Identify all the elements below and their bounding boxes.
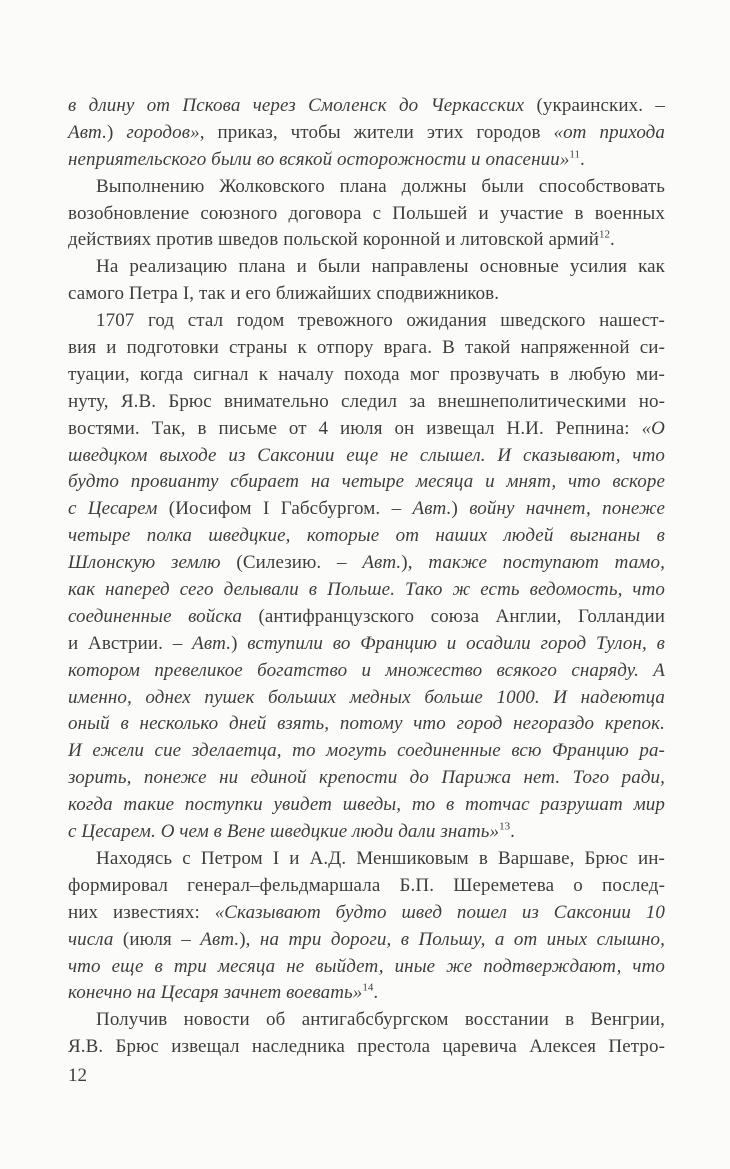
text-line <box>68 308 665 335</box>
text-segment: будто провианту сбирает на четыре месяца и мнят, что вскоре <box>68 471 665 493</box>
text-line <box>68 443 665 470</box>
text-line <box>68 335 665 362</box>
text-line <box>68 873 665 900</box>
text-line <box>68 792 665 819</box>
text-line <box>68 900 665 927</box>
text-segment: Авт. <box>362 552 402 574</box>
text-segment: зорить, понеже ни единой крепости до Парижа нет. Того ради, <box>68 767 665 789</box>
text-segment: Я.В. Брюс извещал наследника престола царевича Алексея Петро- <box>68 1036 665 1058</box>
text-segment: Выполнению Жолковского плана должны были способствовать <box>96 175 665 197</box>
text-segment: востями. Так, в письме от 4 июля он извещал Н.И. Репнина: <box>68 417 642 439</box>
text-segment: «Сказывают будто швед пошел из Саксонии 10 <box>214 901 665 923</box>
text-segment: неприятельского были во всякой осторожности и опасении» <box>68 148 570 170</box>
text-segment: соединенные войска <box>68 605 259 627</box>
text-line <box>68 254 665 281</box>
text-line <box>68 1034 665 1061</box>
text-segment: городов» <box>126 121 200 143</box>
text-segment: Авт. <box>200 928 240 950</box>
text-line <box>68 765 665 792</box>
text-line <box>68 550 665 577</box>
text-segment: как наперед сего делывали в Польше. Тако ж есть ведомость, что <box>68 579 665 601</box>
text-line <box>68 577 665 604</box>
text-segment: ) <box>451 498 470 520</box>
text-segment: «О <box>641 417 665 439</box>
text-line <box>68 227 665 254</box>
text-segment: . <box>510 821 516 843</box>
text-segment: войну начнет, понеже <box>469 498 665 520</box>
text-segment: ) <box>106 121 127 143</box>
text-segment: . <box>610 229 615 251</box>
text-segment: (Иосифом I Габсбургом. – <box>168 498 413 520</box>
text-line <box>68 819 665 846</box>
text-line <box>68 685 665 712</box>
text-segment: И ежели сие зделаетца, то могуть соединенные всю Францию ра- <box>68 740 665 762</box>
text-line <box>68 389 665 416</box>
text-segment: конечно на Цесаря зачнет воевать» <box>68 982 363 1004</box>
text-block <box>68 93 665 1061</box>
text-line <box>68 631 665 658</box>
text-segment: Авт. <box>412 498 452 520</box>
text-line <box>68 738 665 765</box>
text-segment: именно, однех пушек больших медных больше 1000. И надеютца <box>68 686 665 708</box>
text-line <box>68 362 665 389</box>
text-line <box>68 201 665 228</box>
page-number: 12 <box>68 1065 87 1086</box>
text-segment: (украинских. – <box>536 95 666 116</box>
text-line <box>68 927 665 954</box>
text-segment: на три дороги, в Польшу, а от иных слышно, <box>259 928 665 950</box>
text-segment: самого Петра I, так и его ближайших сподвижников. <box>68 283 500 305</box>
text-segment: (июля – <box>122 928 201 950</box>
text-segment: вступили во Францию и осадили город Тулон, в <box>247 632 665 654</box>
text-line <box>68 658 665 685</box>
text-line <box>68 147 665 174</box>
text-segment: туации, когда сигнал к началу похода мог прозвучать в любую ми- <box>68 363 665 385</box>
text-segment: ), <box>239 928 260 950</box>
text-line <box>68 954 665 981</box>
text-line <box>68 120 665 147</box>
text-segment: ), <box>401 552 429 574</box>
text-line <box>68 604 665 631</box>
text-segment: «от прихода <box>553 121 665 143</box>
text-segment: также поступают тамо, <box>428 552 665 574</box>
footnote-marker: 12 <box>599 229 611 242</box>
text-line <box>68 496 665 523</box>
text-line <box>68 980 665 1007</box>
footnote-marker: 11 <box>569 148 581 161</box>
text-line <box>68 523 665 550</box>
text-segment: На реализацию плана и были направлены основные усилия как <box>96 256 665 278</box>
text-segment: возобновление союзного договора с Польшей и участие в военных <box>68 202 665 224</box>
text-segment: с Цесарем <box>68 498 169 520</box>
text-segment: четыре полка шведцкие, которые от наших людей выгнаны в <box>68 525 665 547</box>
text-segment: Шлонскую землю <box>68 552 237 574</box>
text-segment: в длину от Пскова через Смоленск до Черкасских <box>68 95 537 116</box>
text-segment: них известиях: <box>68 901 215 923</box>
text-line <box>68 469 665 496</box>
text-segment: с Цесарем. О чем в Вене шведцкие люди дали знать» <box>68 821 500 843</box>
text-segment: . <box>373 982 379 1004</box>
text-segment: что еще в три месяца не выйдет, иные же подтверждают, что <box>68 955 665 977</box>
text-segment: нуту, Я.В. Брюс внимательно следил за внешнеполитическими но- <box>68 390 665 412</box>
text-line <box>68 416 665 443</box>
text-segment: Находясь с Петром I и А.Д. Меншиковым в Варшаве, Брюс ин- <box>96 847 665 869</box>
text-segment: вия и подготовки страны к отпору врага. В такой напряженной си- <box>68 337 665 359</box>
text-line <box>68 711 665 738</box>
footnote-marker: 14 <box>362 982 374 995</box>
text-line <box>68 1007 665 1034</box>
text-segment: и Австрии. – <box>68 632 193 654</box>
text-segment: действиях против шведов польской коронной и литовской армий <box>68 229 600 251</box>
text-segment: котором превеликое богатство и множество всякого снаряду. А <box>68 659 665 681</box>
text-line <box>68 846 665 873</box>
text-segment: 1707 год стал годом тревожного ожидания шведского нашест- <box>96 310 665 332</box>
footnote-marker: 13 <box>499 820 511 833</box>
text-line <box>68 281 665 308</box>
text-segment: (антифранцузского союза Англии, Голландии <box>258 605 665 627</box>
text-segment: , приказ, чтобы жители этих городов <box>199 121 554 143</box>
text-segment: оный в несколько дней взять, потому что город негораздо крепок. <box>68 713 665 735</box>
text-segment: формировал генерал–фельдмаршала Б.П. Шереметева о послед- <box>68 874 665 896</box>
text-segment: Авт. <box>68 121 107 143</box>
text-segment: . <box>580 148 585 170</box>
text-segment: Получив новости об антигабсбургском восстании в Венгрии, <box>96 1009 665 1031</box>
text-segment: шведцком выходе из Саксонии еще не слышел. И сказывают, что <box>68 444 665 466</box>
text-segment: ) <box>231 632 248 654</box>
text-segment: когда такие поступки увидет шведы, то в тотчас разрушат мир <box>68 794 665 816</box>
text-segment: числа <box>68 928 123 950</box>
text-line <box>68 174 665 201</box>
text-segment: (Силезию. – <box>236 552 363 574</box>
text-segment: Авт. <box>192 632 232 654</box>
text-line <box>68 93 665 120</box>
